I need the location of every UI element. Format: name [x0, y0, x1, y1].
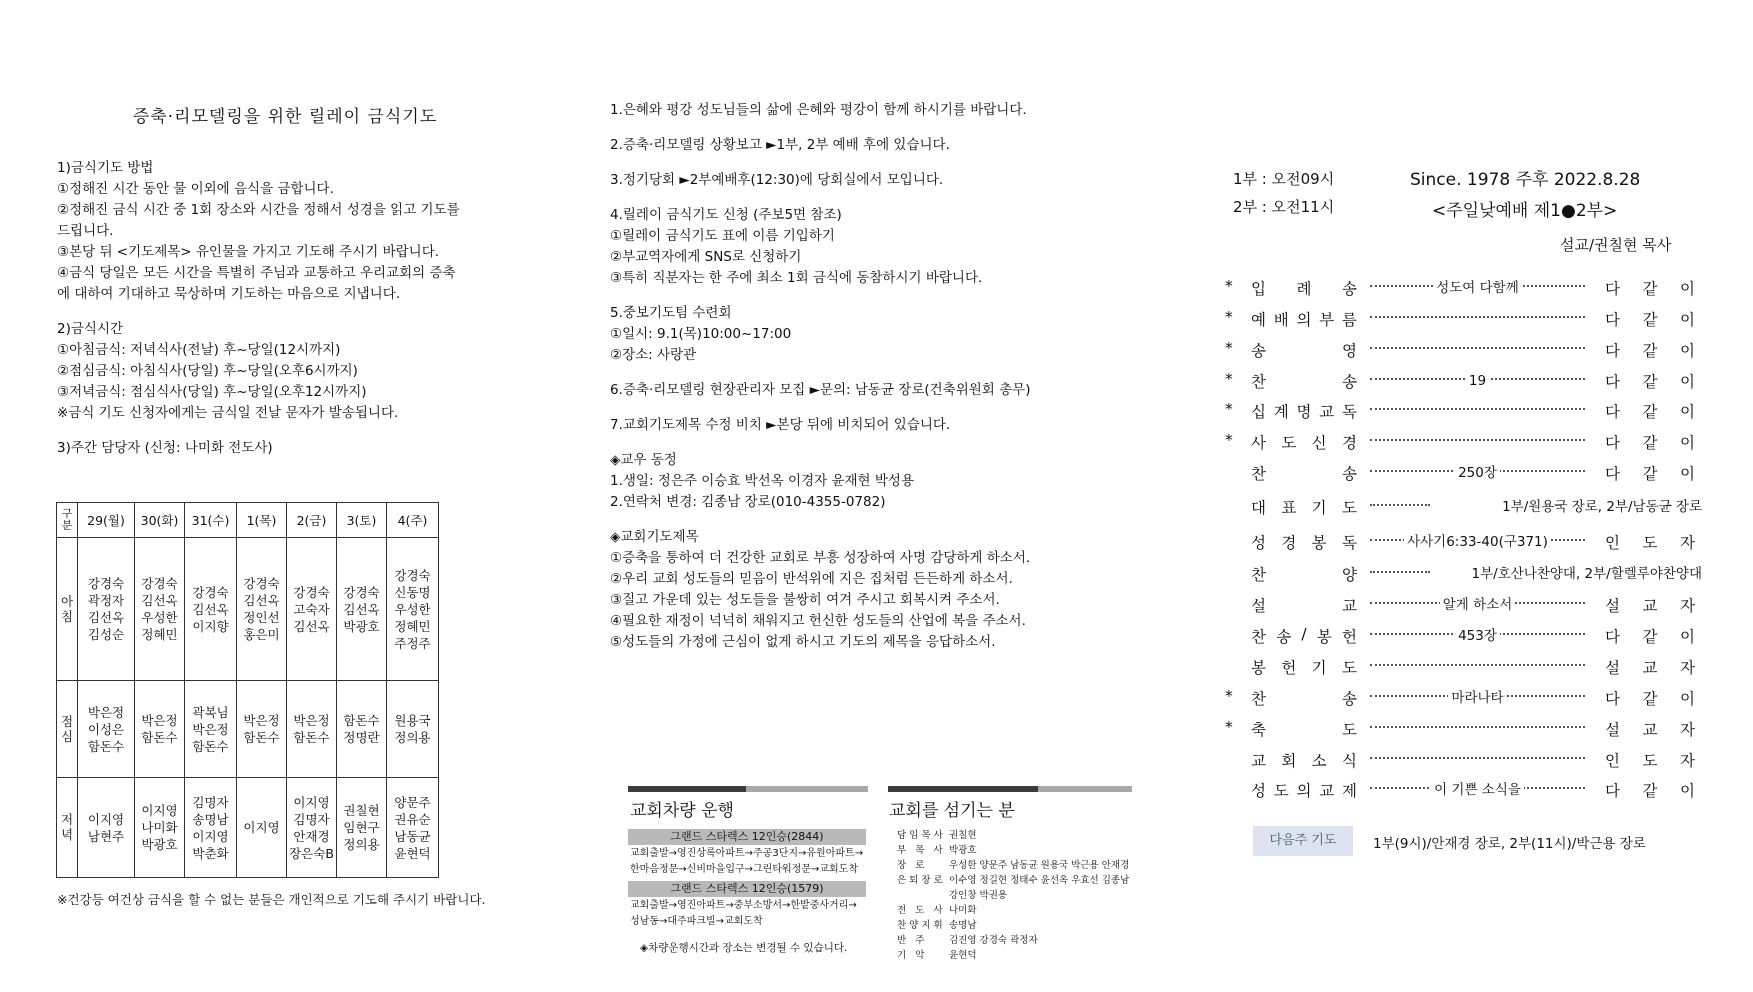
table-corner: 구분	[57, 503, 78, 538]
spacer	[610, 191, 1130, 205]
table-cell: 강경숙 김선옥 이지향	[185, 538, 237, 681]
fasting-line: ②정해진 금식 시간 중 1회 장소와 시간을 정해서 성경을 읽고 기도를	[57, 202, 460, 218]
table-cell: 양문주 권유순 남동균 윤현덕	[387, 778, 439, 878]
staff-row	[897, 858, 1129, 873]
staff-role: 반 주	[897, 935, 928, 946]
order-leader: 다 같 이	[1605, 311, 1695, 329]
table-cell: 강경숙 곽정자 김선옥 김성순	[78, 538, 135, 681]
table-row	[57, 681, 439, 778]
order-row	[1225, 625, 1695, 647]
order-detail: 1부/호산나찬양대, 2부/할렐루야찬양대	[1375, 563, 1705, 585]
duty-schedule-table	[56, 502, 439, 878]
day-header: 1(목)	[237, 503, 287, 538]
order-item: 설 교	[1251, 597, 1357, 615]
leader-dots	[1370, 664, 1585, 666]
order-leader: 다 같 이	[1605, 373, 1695, 391]
fasting-line: 드립니다.	[57, 223, 114, 239]
order-row	[1225, 370, 1695, 392]
announcement-line: ③특히 직분자는 한 주에 최소 1회 금식에 동참하시기 바랍니다.	[610, 270, 983, 286]
day-header: 30(화)	[135, 503, 185, 538]
announcement-line: ①일시: 9.1(목)10:00~17:00	[610, 326, 792, 342]
order-item: 찬 송	[1251, 465, 1357, 483]
staff-row	[897, 873, 1129, 888]
table-cell: 강경숙 김선옥 박광호	[337, 538, 387, 681]
announcement-line: 5.중보기도팀 수련회	[610, 305, 732, 321]
announcement-line: 3.정기당회 ►2부예배후(12:30)에 당회실에서 모입니다.	[610, 172, 944, 188]
announcement-line: 1.생일: 정은주 이승효 박선옥 이경자 윤재현 박성용	[610, 473, 914, 489]
next-week-prayer: 1부(9시)/안재경 장로, 2부(11시)/박근용 장로	[1373, 836, 1646, 852]
day-header: 31(수)	[185, 503, 237, 538]
leader-dots	[1370, 316, 1585, 318]
fasting-line: ④금식 당일은 모든 시간을 특별히 주님과 교통하고 우리교회의 증축	[57, 265, 456, 281]
table-cell: 강경숙 고숙자 김선옥	[287, 538, 337, 681]
table-cell: 박은정 이성은 함돈수	[78, 681, 135, 778]
order-leader: 다 같 이	[1605, 280, 1695, 298]
staff-row	[897, 903, 977, 918]
order-detail: 250장	[1370, 462, 1585, 484]
order-item: 성 도 의 교 제	[1251, 782, 1357, 800]
order-item: 봉 헌 기 도	[1251, 659, 1357, 677]
announcement-line: ②부교역자에게 SNS로 신청하기	[610, 249, 802, 265]
order-item: 입 례 송	[1251, 280, 1357, 298]
table-cell: 이지영 김명자 안재경 장은숙B	[287, 778, 337, 878]
fasting-line: ③본당 뒤 <기도제목> 유인물을 가지고 기도해 주시기 바랍니다.	[57, 244, 440, 260]
table-cell: 강경숙 김선옥 우성한 정혜민	[135, 538, 185, 681]
church-announcements	[610, 100, 1130, 653]
table-cell: 강경숙 김선옥 정인선 홍은미	[237, 538, 287, 681]
announcement-line: ◈교회기도제목	[610, 529, 699, 545]
announcement-line: ③질고 가운데 있는 성도들을 불쌍히 여겨 주시고 회복시켜 주소서.	[610, 592, 1000, 608]
order-leader: 다 같 이	[1605, 628, 1695, 646]
order-leader: 설 교 자	[1605, 721, 1695, 739]
bulletin-date: Since. 1978 주후 2022.8.28	[1410, 170, 1641, 190]
bus2-route-line: 교회출발→영진아파트→중부소방서→한밭중사거리→	[630, 900, 857, 911]
staff-row	[897, 888, 1007, 903]
row-label: 아침	[57, 538, 78, 681]
order-leader: 다 같 이	[1605, 690, 1695, 708]
announcement-line: 7.교회기도제목 수정 비치 ►본당 뒤에 비치되어 있습니다.	[610, 417, 951, 433]
order-leader: 인 도 자	[1605, 752, 1695, 770]
order-row	[1225, 594, 1695, 616]
service-title: <주일낮예배 제1●2부>	[1432, 201, 1618, 221]
order-item: 사 도 신 경	[1251, 434, 1357, 452]
order-item: 찬 송 / 봉 헌	[1251, 625, 1357, 646]
staff-role: 찬양지휘	[897, 920, 946, 931]
staff-names: 권칠현	[949, 830, 977, 841]
announcement-line: 4.릴레이 금식기도 신청 (주보5면 참조)	[610, 207, 842, 223]
standing-mark: *	[1225, 431, 1233, 449]
service-time-2: 2부 : 오전11시	[1233, 198, 1335, 216]
staff-role: 은퇴장로	[897, 875, 946, 886]
order-row	[1225, 339, 1695, 361]
order-leader: 다 같 이	[1605, 342, 1695, 360]
order-row	[1225, 687, 1695, 709]
order-item: 송 영	[1251, 342, 1357, 360]
order-row	[1225, 656, 1695, 678]
leader-dots	[1370, 439, 1585, 441]
fasting-line: ※금식 기도 신청자에게는 금식일 전날 문자가 발송됩니다.	[57, 405, 399, 421]
staff-names: 송명남	[949, 920, 977, 931]
table-cell: 박은정 함돈수	[135, 681, 185, 778]
staff-role: 기 악	[897, 950, 928, 961]
announcement-line: ◈교우 동정	[610, 452, 677, 468]
table-cell: 원용국 정의용	[387, 681, 439, 778]
spacer	[610, 156, 1130, 170]
order-row	[1225, 779, 1695, 801]
order-detail: 19	[1370, 370, 1585, 392]
order-row	[1225, 531, 1695, 553]
order-item: 교 회 소 식	[1251, 752, 1357, 770]
order-leader: 다 같 이	[1605, 434, 1695, 452]
staff-row	[897, 933, 1038, 948]
order-detail: 1부/원용국 장로, 2부/남동균 장로	[1375, 496, 1705, 518]
staff-header-bar	[888, 786, 1132, 792]
vehicle-header-bar	[628, 786, 868, 792]
table-cell: 함돈수 정명란	[337, 681, 387, 778]
staff-role: 장 로	[897, 860, 928, 871]
staff-title: 교회를 섬기는 분	[889, 801, 1015, 821]
spacer	[610, 121, 1130, 135]
announcement-line: ④필요한 재정이 넉넉히 채워지고 헌신한 성도들의 산업에 복을 주소서.	[610, 613, 1026, 629]
table-cell: 권칠현 임현구 정의용	[337, 778, 387, 878]
announcement-line: ⑤성도들의 가정에 근심이 없게 하시고 기도의 제목을 응답하소서.	[610, 634, 996, 650]
order-item: 찬 송	[1251, 690, 1357, 708]
staff-role: 부 목 사	[897, 845, 946, 856]
fasting-line: ③저녁금식: 점심식사(당일) 후~당일(오후12시까지)	[57, 384, 367, 400]
order-row	[1225, 277, 1695, 299]
order-leader: 설 교 자	[1605, 597, 1695, 615]
order-row	[1225, 400, 1695, 422]
leader-dots	[1370, 757, 1585, 759]
spacer	[610, 366, 1130, 380]
order-leader: 설 교 자	[1605, 659, 1695, 677]
announcement-line: 6.증축·리모델링 현장관리자 모집 ►문의: 남동균 장로(건축위원회 총무)	[610, 382, 1031, 398]
order-item: 대 표 기 도	[1251, 499, 1357, 517]
fasting-line: ①정해진 시간 동안 물 이외에 음식을 금합니다.	[57, 181, 334, 197]
table-header-row	[57, 503, 439, 538]
spacer	[57, 424, 527, 438]
fasting-line: 2)금식시간	[57, 321, 124, 337]
table-row	[57, 538, 439, 681]
order-row	[1225, 496, 1702, 518]
order-item: 예 배 의 부 름	[1251, 311, 1357, 329]
table-cell: 곽복님 박은정 함돈수	[185, 681, 237, 778]
fasting-line: ①아침금식: 저녁식사(전날) 후~당일(12시까지)	[57, 342, 341, 358]
order-row	[1225, 718, 1695, 740]
order-row	[1225, 749, 1695, 771]
service-time-1: 1부 : 오전09시	[1233, 170, 1335, 188]
table-cell: 이지영 나미화 박광호	[135, 778, 185, 878]
fasting-line: 3)주간 담당자 (신청: 나미화 전도사)	[57, 440, 273, 456]
table-cell: 박은정 함돈수	[287, 681, 337, 778]
table-cell: 박은정 함돈수	[237, 681, 287, 778]
staff-row	[897, 948, 977, 963]
spacer	[610, 513, 1130, 527]
spacer	[610, 401, 1130, 415]
order-detail: 453장	[1370, 625, 1585, 647]
table-cell: 이지영	[237, 778, 287, 878]
standing-mark: *	[1225, 718, 1233, 736]
standing-mark: *	[1225, 370, 1233, 388]
order-item: 성 경 봉 독	[1251, 534, 1357, 552]
table-row	[57, 778, 439, 878]
announcement-line: ①릴레이 금식기도 표에 이름 기입하기	[610, 228, 835, 244]
announcement-line: ①증축을 통하여 더 건강한 교회로 부흥 성장하여 사명 감당하게 하소서.	[610, 550, 1031, 566]
row-label: 저녁	[57, 778, 78, 878]
preacher: 설교/권칠현 목사	[1560, 236, 1672, 254]
bus2-label: 그랜드 스타렉스 12인승(1579)	[628, 881, 866, 897]
bus1-route-line: 교회출발→영진상록아파트→주공3단지→유원아파트→	[630, 848, 864, 859]
spacer	[57, 305, 527, 319]
bus1-label: 그랜드 스타렉스 12인승(2844)	[628, 829, 866, 845]
order-leader: 인 도 자	[1605, 534, 1695, 552]
order-detail: 사사기6:33-40(구371)	[1370, 531, 1585, 553]
order-item: 찬 양	[1251, 566, 1357, 584]
order-leader: 다 같 이	[1605, 465, 1695, 483]
order-detail: 마라나타	[1370, 687, 1585, 709]
staff-row	[897, 843, 977, 858]
standing-mark: *	[1225, 308, 1233, 326]
staff-names: 이수영 정길현 정태수 윤선옥 우효선 김종남	[949, 875, 1130, 886]
order-row	[1225, 308, 1695, 330]
bus1-route-line: 한마음정문→신비마을입구→그린타워정문→교회도착	[630, 864, 858, 875]
table-cell: 강경숙 신동명 우성한 정혜민 주정주	[387, 538, 439, 681]
leader-dots	[1370, 726, 1585, 728]
staff-names: 박광호	[949, 845, 977, 856]
table-cell: 김명자 송명남 이지영 박춘화	[185, 778, 237, 878]
day-header: 3(토)	[337, 503, 387, 538]
announcement-line: ②장소: 사랑관	[610, 347, 697, 363]
day-header: 4(주)	[387, 503, 439, 538]
order-item: 찬 송	[1251, 373, 1357, 391]
staff-names: 강인창 박권용	[949, 890, 1008, 901]
announcement-line: 2.연락처 변경: 김종남 장로(010-4355-0782)	[610, 494, 886, 510]
order-row	[1225, 431, 1695, 453]
staff-names: 나미화	[949, 905, 977, 916]
announcement-line: 1.은혜와 평강 성도님들의 삶에 은혜와 평강이 함께 하시기를 바랍니다.	[610, 102, 1027, 118]
next-week-label: 다음주 기도	[1253, 826, 1353, 856]
order-row	[1225, 563, 1702, 585]
staff-row	[897, 918, 977, 933]
staff-role: 담임목사	[897, 830, 946, 841]
vehicle-title: 교회차량 운행	[630, 801, 734, 821]
fasting-line: 1)금식기도 방법	[57, 160, 154, 176]
standing-mark: *	[1225, 687, 1233, 705]
fasting-line: ②점심금식: 아침식사(당일) 후~당일(오후6시까지)	[57, 363, 358, 379]
spacer	[610, 289, 1130, 303]
standing-mark: *	[1225, 277, 1233, 295]
fasting-line: 에 대하여 기대하고 묵상하며 기도하는 마음으로 지냅니다.	[57, 286, 401, 302]
leader-dots	[1370, 347, 1585, 349]
staff-role: 전 도 사	[897, 905, 946, 916]
table-cell: 이지영 남현주	[78, 778, 135, 878]
fasting-instructions	[57, 158, 527, 459]
staff-names: 윤현덕	[949, 950, 977, 961]
staff-row	[897, 828, 977, 843]
bus2-route-line: 성남동→대주파크빌→교회도착	[630, 916, 763, 927]
vehicle-note: ◈차량운행시간과 장소는 변경될 수 있습니다.	[640, 942, 848, 954]
staff-names: 우성한 양문주 남동균 원용국 박근용 안재경	[949, 860, 1130, 871]
fasting-note: ※건강등 여건상 금식을 할 수 없는 분들은 개인적으로 기도해 주시기 바랍니다.	[57, 892, 486, 907]
order-leader: 다 같 이	[1605, 403, 1695, 421]
order-detail: 성도여 다함께	[1370, 277, 1585, 299]
standing-mark: *	[1225, 400, 1233, 418]
fasting-title: 증축·리모델링을 위한 릴레이 금식기도	[132, 107, 438, 127]
order-detail: 알게 하소서	[1370, 594, 1585, 616]
order-detail: 이 기쁜 소식을	[1370, 779, 1585, 801]
order-item: 축 도	[1251, 721, 1357, 739]
staff-names: 김진영 강경숙 곽정자	[949, 935, 1038, 946]
day-header: 2(금)	[287, 503, 337, 538]
standing-mark: *	[1225, 339, 1233, 357]
order-item: 십 계 명 교 독	[1251, 403, 1357, 421]
order-row	[1225, 462, 1695, 484]
row-label: 점심	[57, 681, 78, 778]
announcement-line: ②우리 교회 성도들의 믿음이 반석위에 지은 집처럼 든든하게 하소서.	[610, 571, 1013, 587]
day-header: 29(월)	[78, 503, 135, 538]
announcement-line: 2.증축·리모델링 상황보고 ►1부, 2부 예배 후에 있습니다.	[610, 137, 950, 153]
leader-dots	[1370, 408, 1585, 410]
spacer	[610, 436, 1130, 450]
order-leader: 다 같 이	[1605, 782, 1695, 800]
